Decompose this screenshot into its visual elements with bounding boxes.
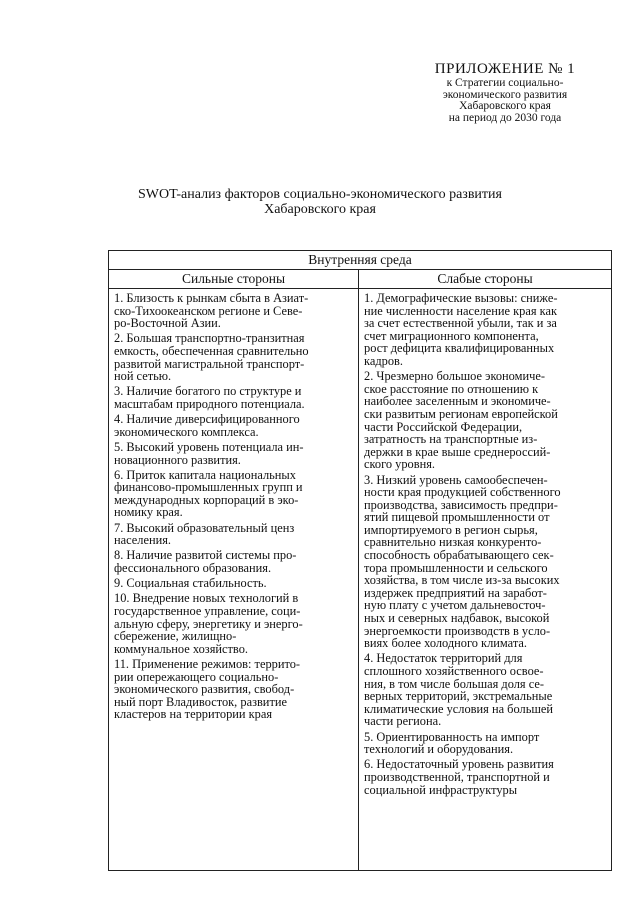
appendix-block xyxy=(400,60,610,124)
weaknesses-cell xyxy=(359,289,612,871)
strength-item: 3. Наличие богатого по структуре и масштабам природного потенциала. xyxy=(114,384,305,411)
strength-item: 2. Большая транспортно-транзитная емкость, обеспеченная сравнительно развитой магистральной транспорт- ной сетью. xyxy=(114,331,309,384)
strength-item: 9. Социальная стабильность. xyxy=(114,576,267,591)
content-row xyxy=(109,289,612,871)
strength-item: 10. Внедрение новых технологий в государственное управление, соци- альную сферу, энергетику и энерго- сбережение, жилищно- коммунальное хозяйство. xyxy=(114,591,303,656)
section-header-row xyxy=(109,251,612,270)
document-title-line: SWOT-анализ факторов социально-экономического развития xyxy=(138,187,502,202)
weakness-item: 1. Демографические вызовы: сниже- ние численности население края как за счет естественной убыли, так и за счет миграционного компонента, рост дефицита квалифицированных кадров. xyxy=(364,291,558,368)
strength-item: 8. Наличие развитой системы про- фессионального образования. xyxy=(114,548,297,576)
document-title-line: Хабаровского края xyxy=(264,202,376,217)
column-header-row xyxy=(109,270,612,289)
strength-item: 1. Близость к рынкам сбыта в Азиат- ско-Тихоокеанском регионе и Севе- ро-Восточной Азии. xyxy=(114,291,309,331)
column-header-strengths: Сильные стороны xyxy=(109,270,359,289)
weakness-item: 6. Недостаточный уровень развития производственной, транспортной и социальной инфраструктуры xyxy=(364,757,554,797)
weakness-item: 2. Чрезмерно большое экономиче- ское расстояние по отношению к наиболее заселенным и экономиче- ски развитым регионам европейской части Российской Федерации, затратность на транспортные из- держки в крае выше среднероссий- ского уровня. xyxy=(364,369,558,472)
strength-item: 5. Высокий уровень потенциала ин- новационного развития. xyxy=(114,439,304,467)
strengths-cell xyxy=(109,289,359,871)
document-title xyxy=(100,187,540,217)
column-header-weaknesses: Слабые стороны xyxy=(359,270,612,289)
strength-item: 7. Высокий образовательный ценз населения. xyxy=(114,520,295,548)
swot-table xyxy=(108,250,612,871)
strength-item: 11. Применение режимов: террито- рии опережающего социально- экономического развития, свобод- ный порт Владивосток, развитие кластеров на территории края xyxy=(114,656,301,722)
strength-item: 4. Наличие диверсифицированного экономического комплекса. xyxy=(114,412,300,439)
appendix-line: экономического развития xyxy=(442,88,568,101)
appendix-line: Хабаровского края xyxy=(459,100,551,112)
appendix-line: на период до 2030 года xyxy=(448,111,562,124)
section-header: Внутренняя среда xyxy=(109,251,612,270)
strength-item: 6. Приток капитала национальных финансово-промышленных групп и международных корпораций в эко- номику края. xyxy=(114,467,303,520)
appendix-title: ПРИЛОЖЕНИЕ № 1 xyxy=(434,61,576,77)
weakness-item: 5. Ориентированность на импорт технологий и оборудования. xyxy=(364,729,540,757)
weakness-item: 3. Низкий уровень самообеспечен- ности края продукцией собственного производства, зависимость предпри- ятий пищевой промышленности от импортируемого в регион сырья, сравнительно низкая конкуренто- способность обрабатывающего сек- тора промышленности и сельского хозяйства, в том числе из-за высоких издержек предприятий на заработ- ную плату с учетом дальневосточ- ных и северных надбавок, высокой энергоемкости производств в усло- виях более холодного климата. xyxy=(364,472,561,651)
weakness-item: 4. Недостаток территорий для сплошного хозяйственного освое- ния, в том числе большая доля се- верных территорий, экстремальные климатические условия на большей части региона. xyxy=(364,651,554,729)
appendix-line: к Стратегии социально- xyxy=(446,77,564,89)
